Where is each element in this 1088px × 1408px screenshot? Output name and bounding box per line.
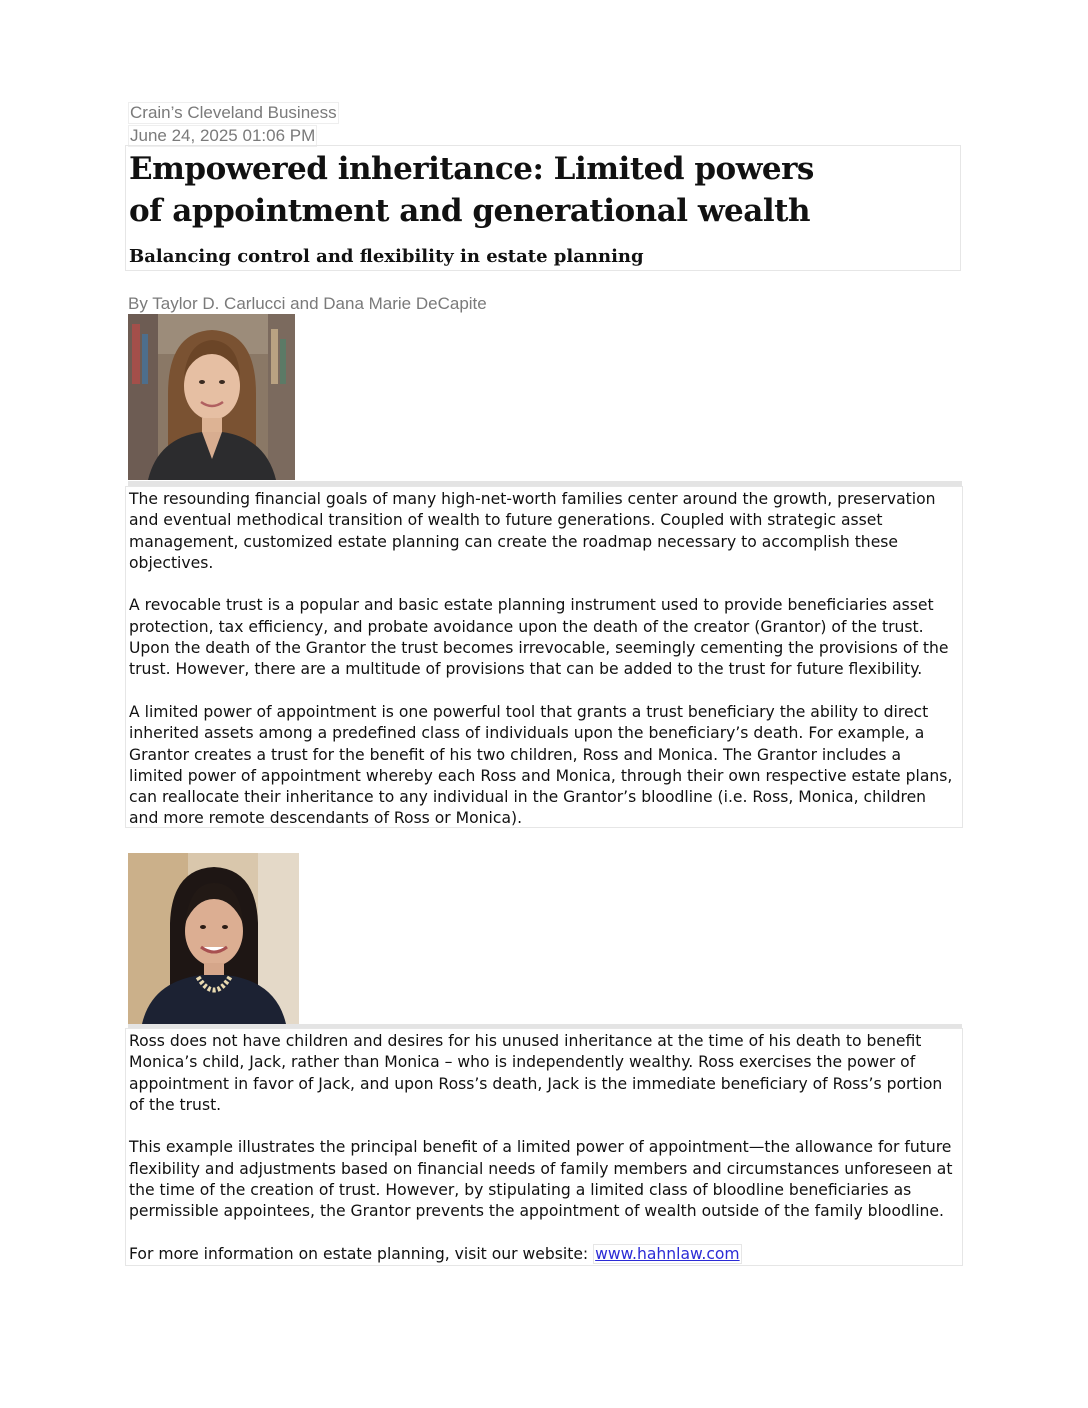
author-photo-1	[128, 314, 295, 480]
paragraph-5: This example illustrates the principal benefit of a limited power of appointment—the allowance for future flexibility and adjustments based on financial needs of family members and circumstances unforeseen at the time of the creation of trust. However, by stipulating a limited class of bloodline beneficiaries as permissible appointees, the Grantor prevents the appointment of wealth outside of the family bloodline.	[129, 1138, 953, 1221]
publication-name: Crain’s Cleveland Business	[130, 103, 337, 122]
author-photo-2	[128, 853, 299, 1024]
paragraph-1: The resounding financial goals of many high-net-worth families center around the growth, preservation and eventual methodical transition of wealth to future generations. Coupled with strategic asset management, customized estate planning can create the roadmap necessary to accomplish these objectives.	[129, 490, 936, 572]
article-body-section-2	[125, 1028, 963, 1266]
paragraph-4: Ross does not have children and desires for his unused inheritance at the time of his death to benefit Monica’s child, Jack, rather than Monica – who is independently wealthy. Ross exercises the power of appointment in favor of Jack, and upon Ross’s death, Jack is the immediate beneficiary of Ross’s portion of the trust.	[129, 1032, 943, 1114]
article-subheadline: Balancing control and flexibility in estate planning	[129, 246, 644, 267]
article-headline: Empowered inheritance: Limited powers of appointment and generational wealth	[129, 151, 814, 229]
paragraph-2: A revocable trust is a popular and basic estate planning instrument used to provide beneficiaries asset protection, tax efficiency, and probate avoidance upon the death of the creator (Grantor) of the trust. Upon the death of the Grantor the trust becomes irrevocable, seemingly cementing the provisions of the trust. However, there are a multitude of provisions that can be added to the trust for future flexibility.	[129, 596, 949, 679]
publish-date: June 24, 2025 01:06 PM	[130, 126, 316, 145]
closing-text: For more information on estate planning, visit our website:	[129, 1244, 594, 1263]
article-byline: By Taylor D. Carlucci and Dana Marie DeCapite	[128, 294, 487, 313]
website-link[interactable]: www.hahnlaw.com	[595, 1244, 740, 1263]
paragraph-3: A limited power of appointment is one powerful tool that grants a trust beneficiary the ability to direct inherited assets among a predefined class of individuals upon the beneficiary’s death. For example, a Grantor creates a trust for the benefit of his two children, Ross and Monica. The Grantor includes a limited power of appointment whereby each Ross and Monica, through their own respective estate plans, can reallocate their inheritance to any individual in the Grantor’s bloodline (i.e. Ross, Monica, children and more remote descendants of Ross or Monica).	[129, 702, 953, 828]
closing-paragraph	[129, 1244, 959, 1265]
headline-block	[125, 145, 961, 271]
article-body-section-1	[125, 486, 963, 828]
